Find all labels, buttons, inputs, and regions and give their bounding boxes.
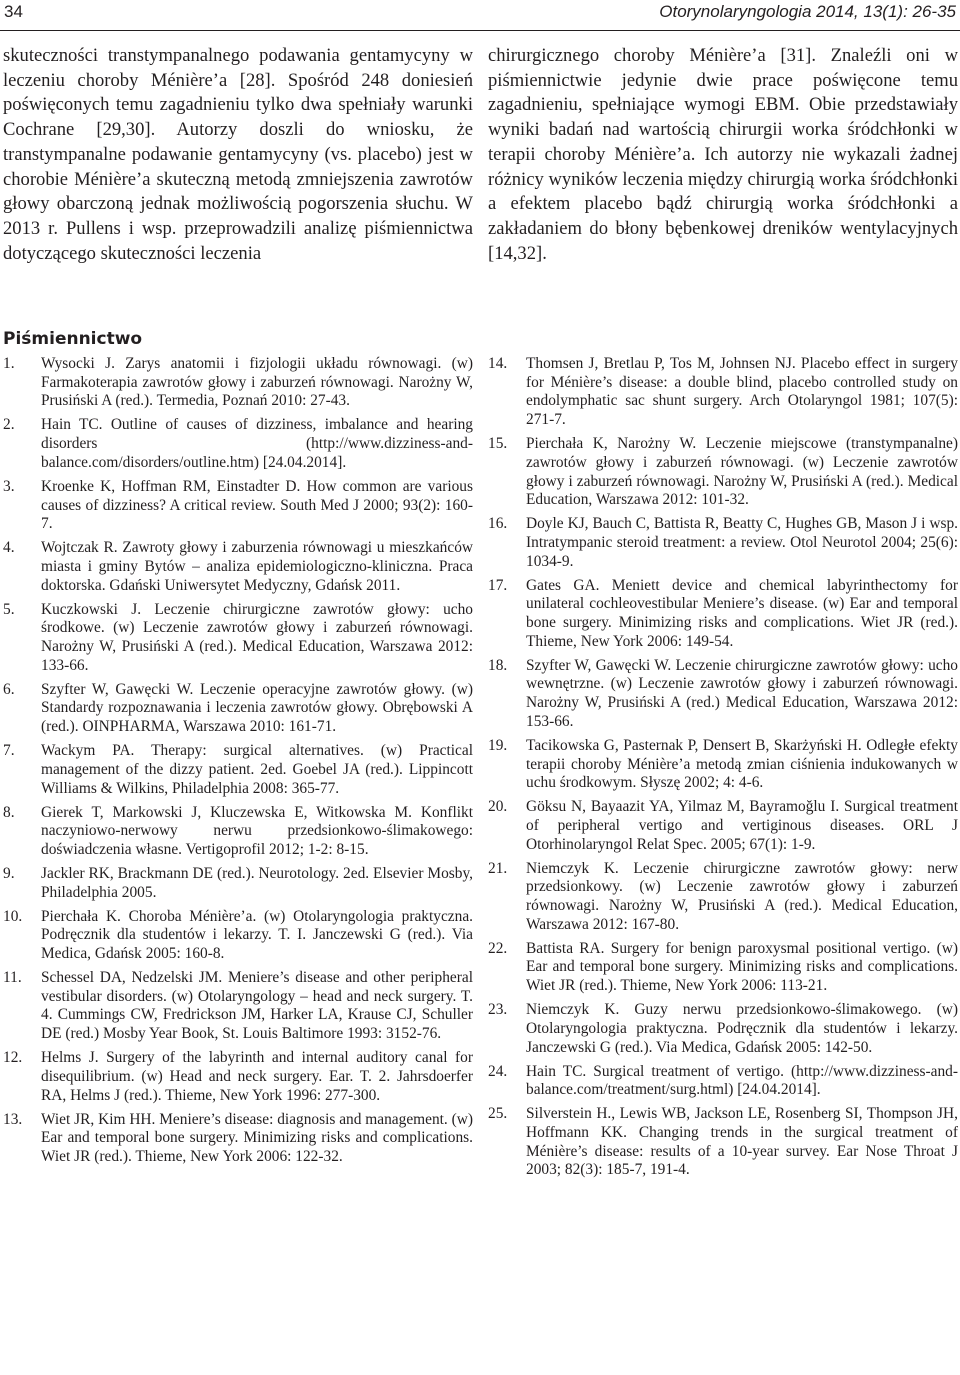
reference-text: Gates GA. Meniett device and chemical labyrinthectomy for unilateral cochleovestibular Meniere’s disease. (w) Ear and temporal bone surgery. Minimizing risks and complications. Wiet JR (red.). Thieme, New York 2006: 149-54.	[526, 576, 958, 650]
reference-number: 3.	[3, 477, 15, 495]
reference-number: 8.	[3, 803, 15, 821]
reference-text: Kuczkowski J. Leczenie chirurgiczne zawrotów głowy: ucho środkowe. (w) Leczenie zawrotów głowy i zaburzeń równowagi. Narożny W, Prusiński A (red.). Medical Education, Warszawa 2012: 133-66.	[41, 600, 473, 674]
reference-item	[488, 1105, 958, 1180]
references-heading: Piśmiennictwo	[3, 329, 143, 349]
reference-item	[3, 601, 473, 676]
reference-text: Niemczyk K. Leczenie chirurgiczne zawrotów głowy: nerw przedsionkowy. (w) Leczenie zawrotów głowy i zaburzeń równowagi. Narożny W, Prusiński A (red.). Medical Education, Warszawa 2012: 167-80.	[526, 859, 958, 933]
reference-item	[488, 657, 958, 732]
reference-number: 17.	[488, 576, 508, 594]
reference-item	[3, 908, 473, 964]
reference-item	[488, 798, 958, 854]
reference-item	[488, 577, 958, 652]
reference-text: Doyle KJ, Bauch C, Battista R, Beatty C, Hughes GB, Mason J i wsp. Intratympanic steroid treatment: a review. Otol Neurotol 2004; 25(6): 1034-9.	[526, 515, 958, 570]
reference-text: Wysocki J. Zarys anatomii i fizjologii układu równowagi. (w) Farmakoterapia zawrotów głowy i zaburzeń równowagi. Narożny W, Prusiński A (red.). Termedia, Poznań 2010: 27-43.	[41, 355, 473, 410]
reference-item	[3, 969, 473, 1044]
reference-item	[3, 539, 473, 595]
reference-item	[3, 355, 473, 411]
reference-number: 6.	[3, 680, 15, 698]
reference-number: 11.	[3, 969, 22, 987]
reference-item	[488, 737, 958, 793]
reference-number: 7.	[3, 742, 15, 760]
reference-text: Szyfter W, Gawęcki W. Leczenie chirurgiczne zawrotów głowy: ucho wewnętrzne. (w) Leczenie zawrotów głowy i zaburzeń równowagi. Narożny W, Prusiński A (red.) Medical Education, Warszawa 2012: 153-66.	[526, 656, 958, 730]
reference-item	[488, 940, 958, 996]
reference-item	[488, 435, 958, 510]
reference-number: 22.	[488, 939, 508, 957]
reference-number: 1.	[3, 355, 15, 372]
reference-text: Wojtczak R. Zawroty głowy i zaburzenia równowagi u mieszkańców miasta i gminy Bytów – analiza epidemiologiczno-kliniczna. Praca doktorska. Gdański Uniwersytet Medyczny, Gdańsk 2011.	[41, 539, 473, 594]
reference-number: 5.	[3, 600, 15, 618]
reference-text: Szyfter W, Gawęcki W. Leczenie operacyjne zawrotów głowy. (w) Standardy rozpoznawania i leczenia zawrotów głowy. Obrębowski A (red.). OINPHARMA, Warszawa 2010: 161-71.	[41, 680, 473, 736]
reference-number: 2.	[3, 416, 15, 434]
body-text-right-column: chirurgicznego choroby Ménière’a [31]. Znaleźli oni w piśmiennictwie jedynie dwie prace poświęcone temu zagadnieniu, spełniające wymogi EBM. Obie przedstawiały wyniki badań nad wartością chirurgii worka śródchłonki w terapii choroby Ménière’a. Ich autorzy nie wykazali żadnej różnicy wyników leczenia między chirurgią worka śródchłonki a efektem placebo bądź chirurgią worka śródchłonki a zakładaniem do błony bębenkowej dreników wentylacyjnych [14,32].	[488, 45, 958, 264]
reference-text: Tacikowska G, Pasternak P, Densert B, Skarżyński H. Odległe efekty terapii choroby Ménière’a metodą zmian ciśnienia indukowanych w uchu środkowym. Słyszę 2002; 4: 4-6.	[526, 736, 958, 792]
references-list-right	[488, 355, 958, 1185]
reference-text: Hain TC. Outline of causes of dizziness, imbalance and hearing disorders (http://www.dizziness-and-balance.com/disorders/outline.htm) [24.04.2014].	[41, 416, 473, 471]
reference-text: Pierchała K. Choroba Ménière’a. (w) Otolaryngologia praktyczna. Podręcznik dla studentów i lekarzy. T. I. Janczewski G (red.). Via Medica, Gdańsk 2005: 160-8.	[41, 907, 473, 963]
journal-citation: Otorynolaryngologia 2014, 13(1): 26-35	[659, 2, 956, 21]
page-number: 34	[4, 2, 23, 21]
reference-number: 25.	[488, 1105, 508, 1123]
reference-number: 12.	[3, 1049, 23, 1067]
reference-number: 14.	[488, 355, 508, 372]
reference-item	[488, 1063, 958, 1100]
reference-item	[488, 355, 958, 430]
reference-text: Helms J. Surgery of the labyrinth and internal auditory canal for disequilibrium. (w) Head and neck surgery. Ear. T. 2. Jahrsdoerfer RA, Helms J (red.). Thieme, New York 1996: 277-300.	[41, 1049, 473, 1104]
reference-text: Hain TC. Surgical treatment of vertigo. (http://www.dizziness-and-balance.com/treatment/surg.html) [24.04.2014].	[526, 1062, 958, 1099]
reference-text: Wiet JR, Kim HH. Meniere’s disease: diagnosis and management. (w) Ear and temporal bone surgery. Minimizing risks and complications. Wiet JR (red.). Thieme, New York 2006: 122-32.	[41, 1110, 473, 1165]
reference-item	[3, 681, 473, 737]
reference-item	[3, 1111, 473, 1167]
reference-text: Gierek T, Markowski J, Kluczewska E, Witkowska M. Konflikt naczyniowo-nerwowy nerwu przedsionkowo-ślimakowego: doświadczenia własne. Vertigoprofil 2012; 1-2: 8-15.	[41, 803, 473, 858]
reference-item	[3, 742, 473, 798]
references-list-left	[3, 355, 473, 1172]
reference-number: 21.	[488, 859, 508, 877]
reference-number: 24.	[488, 1062, 508, 1080]
reference-number: 10.	[3, 907, 23, 925]
reference-number: 18.	[488, 656, 508, 674]
reference-number: 13.	[3, 1110, 23, 1128]
reference-item	[488, 860, 958, 935]
reference-item	[3, 416, 473, 472]
header-divider	[0, 30, 960, 31]
reference-number: 9.	[3, 864, 15, 882]
reference-text: Wackym PA. Therapy: surgical alternatives. (w) Practical management of the dizzy patient. 2ed. Goebel JA (red.). Lippincott Williams & Wilkins, Philadelphia 2008: 365-77.	[41, 742, 473, 797]
reference-item	[3, 1049, 473, 1105]
reference-text: Jackler RK, Brackmann DE (red.). Neurotology. 2ed. Elsevier Mosby, Philadelphia 2005.	[41, 864, 473, 901]
reference-number: 20.	[488, 798, 508, 816]
reference-text: Thomsen J, Bretlau P, Tos M, Johnsen NJ. Placebo effect in surgery for Ménière’s disease: a double blind, placebo controlled study on endolymphatic sac shunt surgery. Arch Otolaryngol 1981; 107(5): 271-7.	[526, 355, 958, 429]
reference-text: Schessel DA, Nedzelski JM. Meniere’s disease and other peripheral vestibular disorders. (w) Otolaryngology – head and neck surgery. T. 4. Cummings CW, Fredrickson JM, Harker LA, Krause CJ, Schuller DE (red.) Mosby Year Book, St. Louis Baltimore 1993: 3152-76.	[41, 969, 473, 1043]
reference-item	[488, 1001, 958, 1057]
reference-text: Pierchała K, Narożny W. Leczenie miejscowe (transtympanalne) zawrotów głowy i zaburzeń równowagi. (w) Leczenie zawrotów głowy i zaburzeń równowagi. Narożny W, Prusiński A (red.). Medical Education, Warszawa 2012: 101-32.	[526, 435, 958, 509]
reference-number: 15.	[488, 435, 508, 453]
reference-item	[3, 478, 473, 534]
page-header	[0, 0, 960, 31]
reference-number: 4.	[3, 539, 15, 557]
reference-text: Göksu N, Bayaazit YA, Yilmaz M, Bayramoğlu I. Surgical treatment of peripheral vertigo and vertiginous diseases. ORL J Otorhinolaryngol Relat Spec. 2005; 67(1): 1-9.	[526, 798, 958, 853]
reference-text: Niemczyk K. Guzy nerwu przedsionkowo-ślimakowego. (w) Otolaryngologia praktyczna. Podręcznik dla studentów i lekarzy. Janczewski G (red.). Via Medica, Gdańsk 2005: 142-50.	[526, 1001, 958, 1056]
reference-item	[488, 515, 958, 571]
reference-number: 16.	[488, 515, 508, 533]
reference-text: Kroenke K, Hoffman RM, Einstadter D. How common are various causes of dizziness? A critical review. South Med J 2000; 93(2): 160-7.	[41, 477, 473, 533]
body-text-left-column: skuteczności transtympanalnego podawania gentamycyny w leczeniu choroby Ménière’a [28]. Spośród 248 doniesień poświęconych temu zagadnieniu tylko dwa spełniały warunki Cochrane [29,30]. Autorzy doszli do wniosku, że transtympanalne podawanie gentamycyny (vs. placebo) jest w chorobie Ménière’a skuteczną metodą zmniejszenia zawrotów głowy obarczoną jednak możliwością pogorszenia słuchu. W 2013 r. Pullens i wsp. przeprowadzili analizę piśmiennictwa dotyczącego skuteczności leczenia	[3, 45, 473, 264]
reference-item	[3, 865, 473, 902]
reference-number: 23.	[488, 1001, 508, 1019]
reference-number: 19.	[488, 736, 508, 754]
reference-text: Silverstein H., Lewis WB, Jackson LE, Rosenberg SI, Thompson JH, Hoffmann KK. Changing trends in the surgical treatment of Ménière’s disease: results of a 10-year survey. Ear Nose Throat J 2003; 82(3): 185-7, 191-4.	[526, 1105, 958, 1179]
reference-text: Battista RA. Surgery for benign paroxysmal positional vertigo. (w) Ear and temporal bone surgery. Minimizing risks and complications. Wiet JR (red.). Thieme, New York 2006: 113-21.	[526, 939, 958, 995]
reference-item	[3, 804, 473, 860]
